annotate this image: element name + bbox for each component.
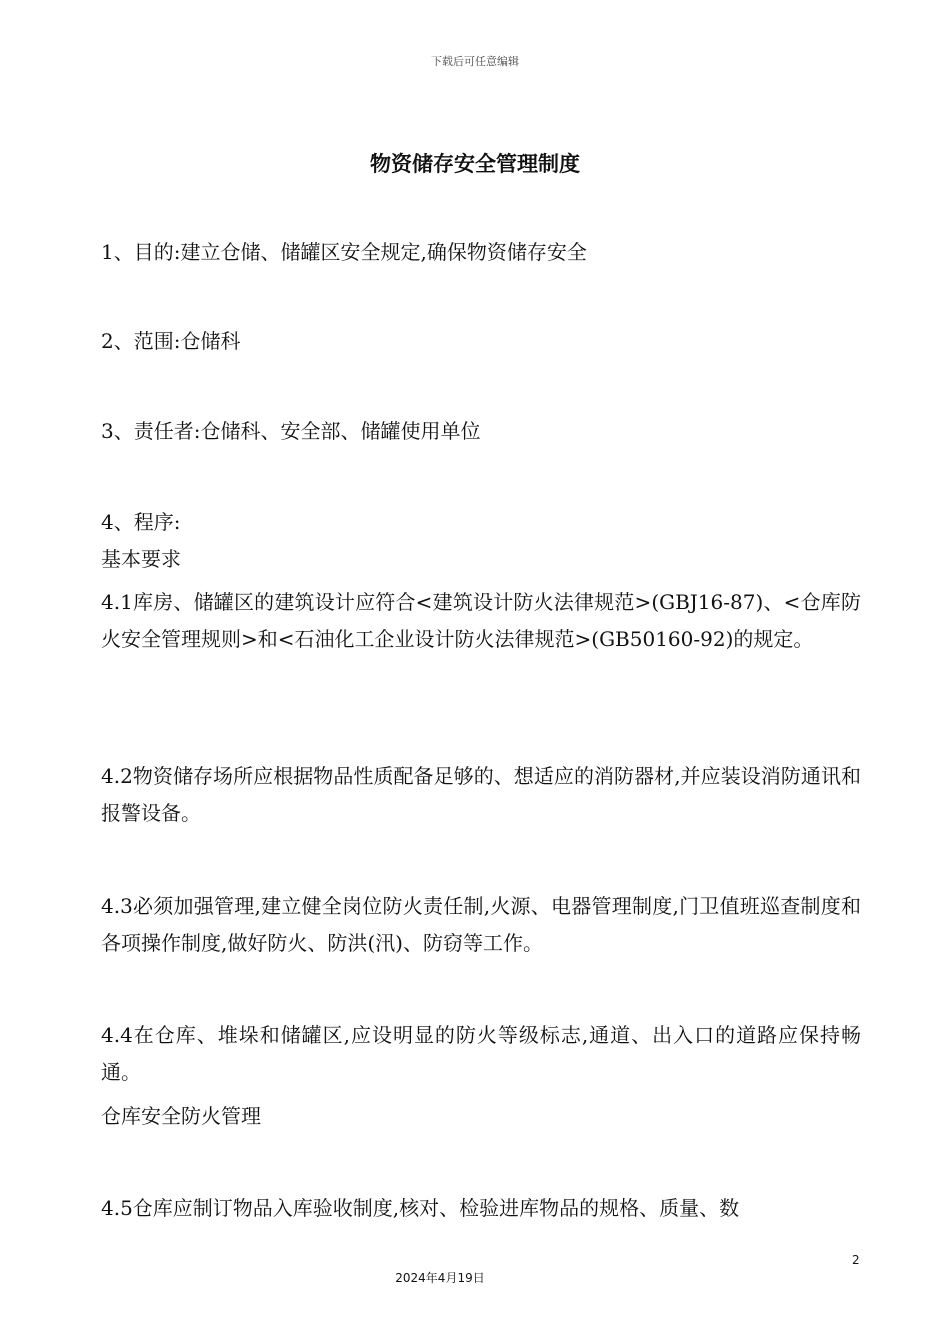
paragraph-responsible: 3、责任者:仓储科、安全部、储罐使用单位	[101, 419, 481, 443]
paragraph-4-3: 4.3必须加强管理,建立健全岗位防火责任制,火源、电器管理制度,门卫值班巡查制度和各项操作制度,做好防火、防洪(汛)、防窃等工作。	[101, 894, 861, 955]
paragraph-4-4: 4.4在仓库、堆垛和储罐区,应设明显的防火等级标志,通道、出入口的道路应保持畅通。	[101, 1023, 861, 1084]
section-heading-warehouse-fire-safety: 仓库安全防火管理	[101, 1104, 261, 1128]
document-title: 物资储存安全管理制度	[370, 152, 580, 176]
page-number: 2	[852, 1253, 860, 1267]
paragraph-4-2: 4.2物资储存场所应根据物品性质配备足够的、想适应的消防器材,并应装设消防通讯和报警设备。	[101, 764, 861, 825]
paragraph-procedure: 4、程序:	[101, 510, 181, 534]
paragraph-4-1: 4.1库房、储罐区的建筑设计应符合<建筑设计防火法律规范>(GBJ16-87)、<仓库防火安全管理规则>和<石油化工企业设计防火法律规范>(GB50160-92)的规定。	[101, 590, 861, 651]
paragraph-4-5: 4.5仓库应制订物品入库验收制度,核对、检验进库物品的规格、质量、数	[101, 1196, 740, 1220]
section-heading-basic-requirements: 基本要求	[101, 547, 181, 571]
footer-date: 2024年4月19日	[395, 1271, 485, 1285]
paragraph-scope: 2、范围:仓储科	[101, 329, 241, 353]
paragraph-purpose: 1、目的:建立仓储、储罐区安全规定,确保物资储存安全	[101, 240, 587, 264]
page-header-note: 下载后可任意编辑	[431, 55, 519, 68]
